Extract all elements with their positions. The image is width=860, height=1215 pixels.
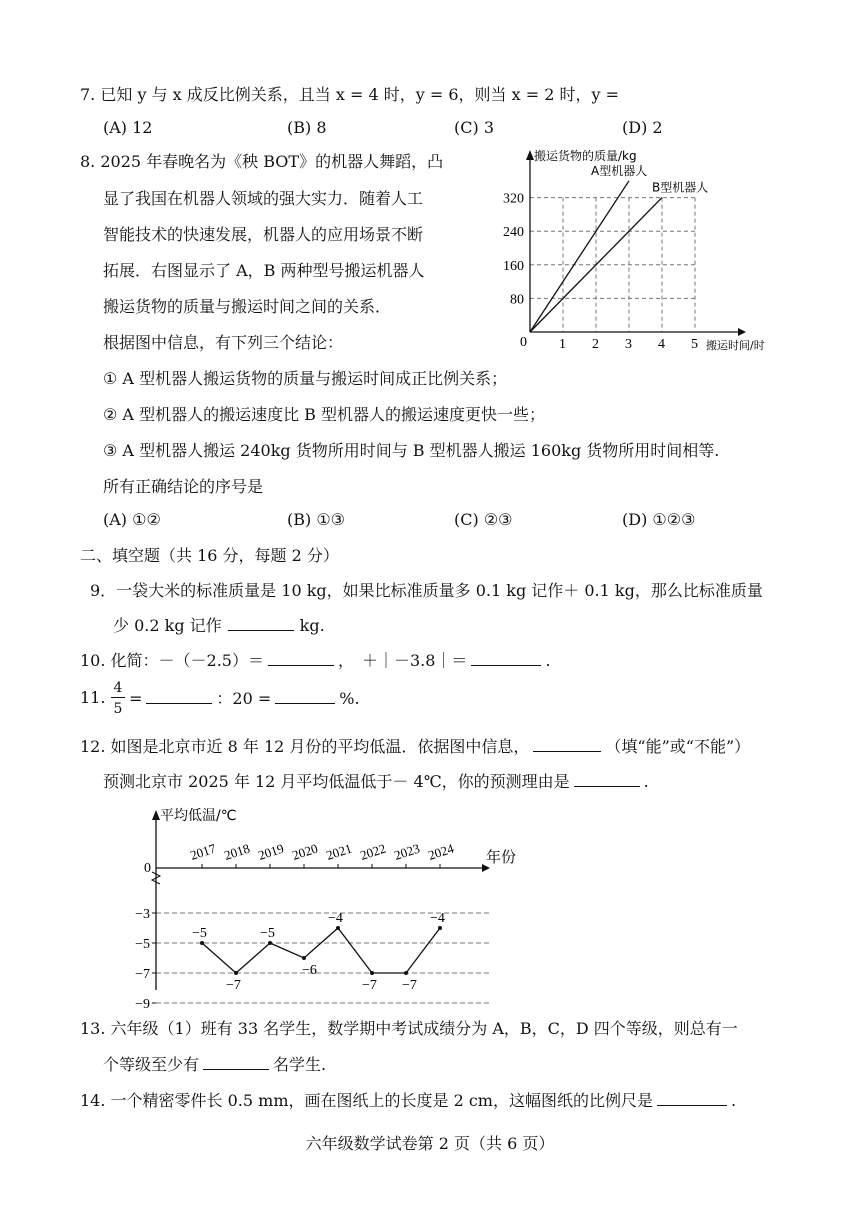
q8-line-6: 根据图中信息，有下列三个结论： <box>103 333 344 352</box>
temperature-chart-y-tick: −9 <box>135 997 150 1012</box>
temperature-chart-data-label: −6 <box>302 963 317 978</box>
temperature-chart-x-tick: 2019 <box>256 840 286 863</box>
q9-line-2: 少 0.2 kg 记作 kg. <box>113 616 325 635</box>
robot-chart-y-tick: 80 <box>510 292 524 308</box>
temperature-chart-point <box>268 941 272 945</box>
temperature-chart-data-label: −7 <box>362 978 377 993</box>
temperature-chart-xlabel: 年份 <box>486 848 517 866</box>
temperature-chart-data-label: −4 <box>328 911 343 926</box>
temperature-chart-data-label: −4 <box>430 911 445 926</box>
robot-chart-series-label: B型机器人 <box>652 180 709 195</box>
temperature-chart-y-tick: −7 <box>135 967 150 982</box>
q8-line-2: 显了我国在机器人领域的强大实力．随着人工 <box>103 189 424 208</box>
q14: 14. 一个精密零件长 0.5 mm，画在图纸上的长度是 2 cm，这幅图纸的比例尺是 . <box>80 1091 737 1110</box>
q8-prompt: 所有正确结论的序号是 <box>103 477 264 496</box>
temperature-chart-point <box>336 926 340 930</box>
q12-blank-2[interactable] <box>574 770 640 787</box>
robot-chart-ylabel: 搬运货物的质量/kg <box>534 149 637 163</box>
q8-option-b: (B) ①③ <box>287 510 346 529</box>
q8-line-1: 8. 2025 年春晚名为《秧 BOT》的机器人舞蹈，凸 <box>80 152 444 171</box>
temperature-chart-ylabel: 平均低温/℃ <box>160 808 237 824</box>
q13-line-2: 个等级至少有 名学生. <box>103 1055 327 1074</box>
temperature-chart-x-tick: 2021 <box>324 840 354 863</box>
temperature-chart-data-label: −5 <box>260 926 275 941</box>
robot-chart-x-tick: 4 <box>658 337 665 352</box>
robot-chart <box>480 140 790 360</box>
q8-conclusion-3: ③ A 型机器人搬运 240kg 货物所用时间与 B 型机器人搬运 160kg 货物所用时间相等. <box>103 441 720 460</box>
temperature-chart-data-label: −5 <box>192 926 207 941</box>
q7-option-b: (B) 8 <box>287 118 327 137</box>
q11-denominator: 5 <box>113 701 123 717</box>
q7-option-a: (A) 12 <box>103 118 153 137</box>
q12-line-2: 预测北京市 2025 年 12 月平均低温低于－ 4℃，你的预测理由是 . <box>103 772 649 791</box>
temperature-chart-point <box>302 956 306 960</box>
temperature-chart-x-tick: 2018 <box>222 840 252 863</box>
q12-line-1: 12. 如图是北京市近 8 年 12 月份的平均低温．依据图中信息， （填“能”或“不能”） <box>80 737 751 756</box>
temperature-chart-point <box>370 971 374 975</box>
temperature-chart-x-tick: 2017 <box>188 840 218 863</box>
q9-line-1: 9．一袋大米的标准质量是 10 kg，如果比标准质量多 0.1 kg 记作＋ 0.1 kg，那么比标准质量 <box>90 581 763 600</box>
robot-chart-y-tick: 320 <box>503 191 524 207</box>
q11-blank-2[interactable] <box>275 687 335 704</box>
temperature-chart-point <box>404 971 408 975</box>
temperature-chart-point <box>200 941 204 945</box>
q11-blank-1[interactable] <box>146 687 212 704</box>
q8-line-5: 搬运货物的质量与搬运时间之间的关系． <box>103 297 392 316</box>
q13-line-1: 13. 六年级（1）班有 33 名学生，数学期中考试成绩分为 A，B，C，D 四个等级，则总有一 <box>80 1019 738 1038</box>
robot-chart-x-tick: 2 <box>592 337 599 352</box>
q10-blank-2[interactable] <box>471 649 541 666</box>
temperature-chart-y-tick: −5 <box>135 937 150 952</box>
q8-line-4: 拓展．右图显示了 A，B 两种型号搬运机器人 <box>103 261 425 280</box>
q11-number: 11. <box>80 688 106 707</box>
robot-chart-y-tick: 160 <box>503 258 524 274</box>
temperature-chart-origin: 0 <box>144 861 151 876</box>
section-2-title: 二、填空题（共 16 分，每题 2 分） <box>80 546 339 565</box>
temperature-chart-point <box>438 926 442 930</box>
q14-blank[interactable] <box>657 1089 727 1106</box>
q12-blank-1[interactable] <box>533 735 601 752</box>
q7-option-d: (D) 2 <box>622 118 663 137</box>
temperature-chart-x-tick: 2022 <box>358 840 388 863</box>
q7-stem: 7. 已知 y 与 x 成反比例关系，且当 x = 4 时，y = 6，则当 x = 2 时，y = <box>80 85 619 104</box>
temperature-chart-x-tick: 2023 <box>392 840 422 863</box>
robot-chart-origin: 0 <box>520 335 527 350</box>
q7-option-c: (C) 3 <box>454 118 494 137</box>
q8-conclusion-1: ① A 型机器人搬运货物的质量与搬运时间成正比例关系； <box>103 369 508 388</box>
q8-conclusion-2: ② A 型机器人的搬运速度比 B 型机器人的搬运速度更快一些； <box>103 405 546 424</box>
q11-fraction-bar <box>111 697 125 698</box>
robot-chart-x-tick: 5 <box>691 337 698 352</box>
q10-blank-1[interactable] <box>268 649 334 666</box>
robot-chart-x-tick: 3 <box>625 337 632 352</box>
robot-chart-x-tick: 1 <box>559 337 566 352</box>
q13-blank[interactable] <box>203 1053 269 1070</box>
q8-line-3: 智能技术的快速发展，机器人的应用场景不断 <box>103 225 424 244</box>
robot-chart-series-label: A型机器人 <box>591 163 648 178</box>
q8-option-a: (A) ①② <box>103 510 161 529</box>
temperature-chart-y-tick: −3 <box>135 907 150 922</box>
temperature-chart-x-tick: 2024 <box>426 840 456 863</box>
robot-chart-series-line <box>530 181 629 332</box>
q10: 10. 化简：－（－2.5）＝ ， ＋｜－3.8｜＝ . <box>80 651 551 670</box>
q8-option-c: (C) ②③ <box>454 510 513 529</box>
temperature-chart-data-label: −7 <box>226 978 241 993</box>
q8-option-d: (D) ①②③ <box>622 510 696 529</box>
q11-rest: = ：20 = %. <box>129 689 360 708</box>
robot-chart-y-tick: 240 <box>503 225 524 241</box>
temperature-chart <box>110 798 530 1012</box>
temperature-chart-x-tick: 2020 <box>290 840 320 863</box>
temperature-chart-point <box>234 971 238 975</box>
q9-blank[interactable] <box>228 614 294 631</box>
robot-chart-xlabel: 搬运时间/时 <box>706 339 765 352</box>
temperature-chart-data-label: −7 <box>402 978 417 993</box>
temperature-chart-line <box>202 928 440 973</box>
q11-numerator: 4 <box>113 680 123 696</box>
page-footer: 六年级数学试卷第 2 页（共 6 页） <box>305 1134 555 1153</box>
